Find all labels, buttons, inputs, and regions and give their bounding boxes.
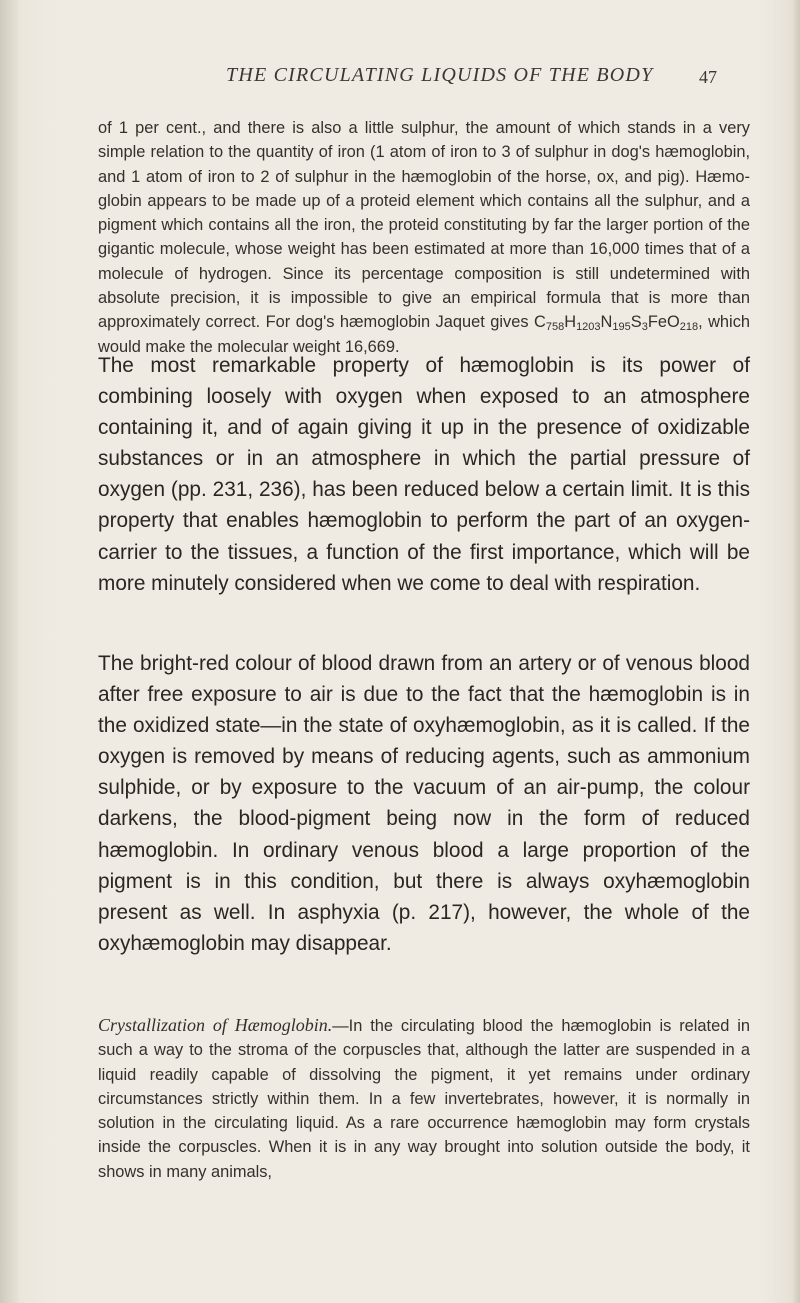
page-number: 47 xyxy=(699,67,717,87)
section-heading: Crystallization of Hæmoglobin. xyxy=(98,1015,333,1035)
paragraph-text: of 1 per cent., and there is also a little sulphur, the amount of which stands in a very simple relation to the quantity of iron (1 atom of iron to 3 of sulphur in dog's hæmoglobin, and 1 atom of iron to 2 of sulphur in the hæmoglobin of the horse, ox, and pig). Hæmoglobin appears to be made up of a proteid element which contains all the sulphur, and a pigment which contains all the iron, the proteid constituting by far the larger portion of the gigantic molecule, whose weight has been estimated at more than 16,000 times that of a molecule of hydrogen. Since its percentage composition is still undetermined with absolute precision, it is impossible to give an empirical formula that is more than approximately correct. For dog's hæmoglobin Jaquet gives xyxy=(98,119,750,332)
paragraph-hemoglobin-composition xyxy=(98,116,750,359)
running-head: THE CIRCULATING LIQUIDS OF THE BODY xyxy=(226,64,654,86)
page-gutter-shadow xyxy=(0,0,18,1303)
paragraph-text: , which would make the molecular weight 16,669. xyxy=(98,313,751,356)
paragraph-crystallization xyxy=(98,1013,750,1184)
empirical-formula: $C_{758}H_{1203}N_{195}S_3FeO_{218}$ xyxy=(534,313,699,334)
page-header xyxy=(0,62,800,92)
paragraph-oxygen-combining: The most remarkable property of hæmoglobin is its power of combining loosely with oxygen when exposed to an atmosphere containing it, and of again giving it up in the presence of oxidizable substances or in an atmosphere in which the partial pressure of oxygen (pp. 231, 236), has been reduced below a certain limit. It is this property that enables hæmoglobin to perform the part of an oxygen-carrier to the tissues, a function of the first importance, which will be more minutely considered when we come to deal with respiration. xyxy=(98,354,750,595)
page-edge xyxy=(794,0,800,1303)
paragraph-text: —In the circulating blood the hæmoglobin is related in such a way to the stroma of the corpuscles that, although the latter are suspended in a liquid readily capable of dissolving the pigment, it yet remains under ordinary circumstances strictly within them. In a few invertebrates, however, it is normally in solution in the circulating liquid. As a rare occurrence hæmoglobin may form crystals inside the corpuscles. When it is in any way brought into solution outside the body, it shows in many animals, xyxy=(98,1017,750,1181)
paragraph-blood-colour: The bright-red colour of blood drawn from an artery or of venous blood after free exposure to air is due to the fact that the hæmoglobin is in the oxidized state—in the state of oxyhæmoglobin, as it is called. If the oxygen is removed by means of reducing agents, such as ammonium sulphide, or by exposure to the vacuum of an air-pump, the colour darkens, the blood-pigment being now in the form of reduced hæmoglobin. In ordinary venous blood a large proportion of the pigment is in this condition, but there is always oxyhæmoglobin present as well. In asphyxia (p. 217), however, the whole of the oxyhæmoglobin may disappear. xyxy=(98,652,750,955)
